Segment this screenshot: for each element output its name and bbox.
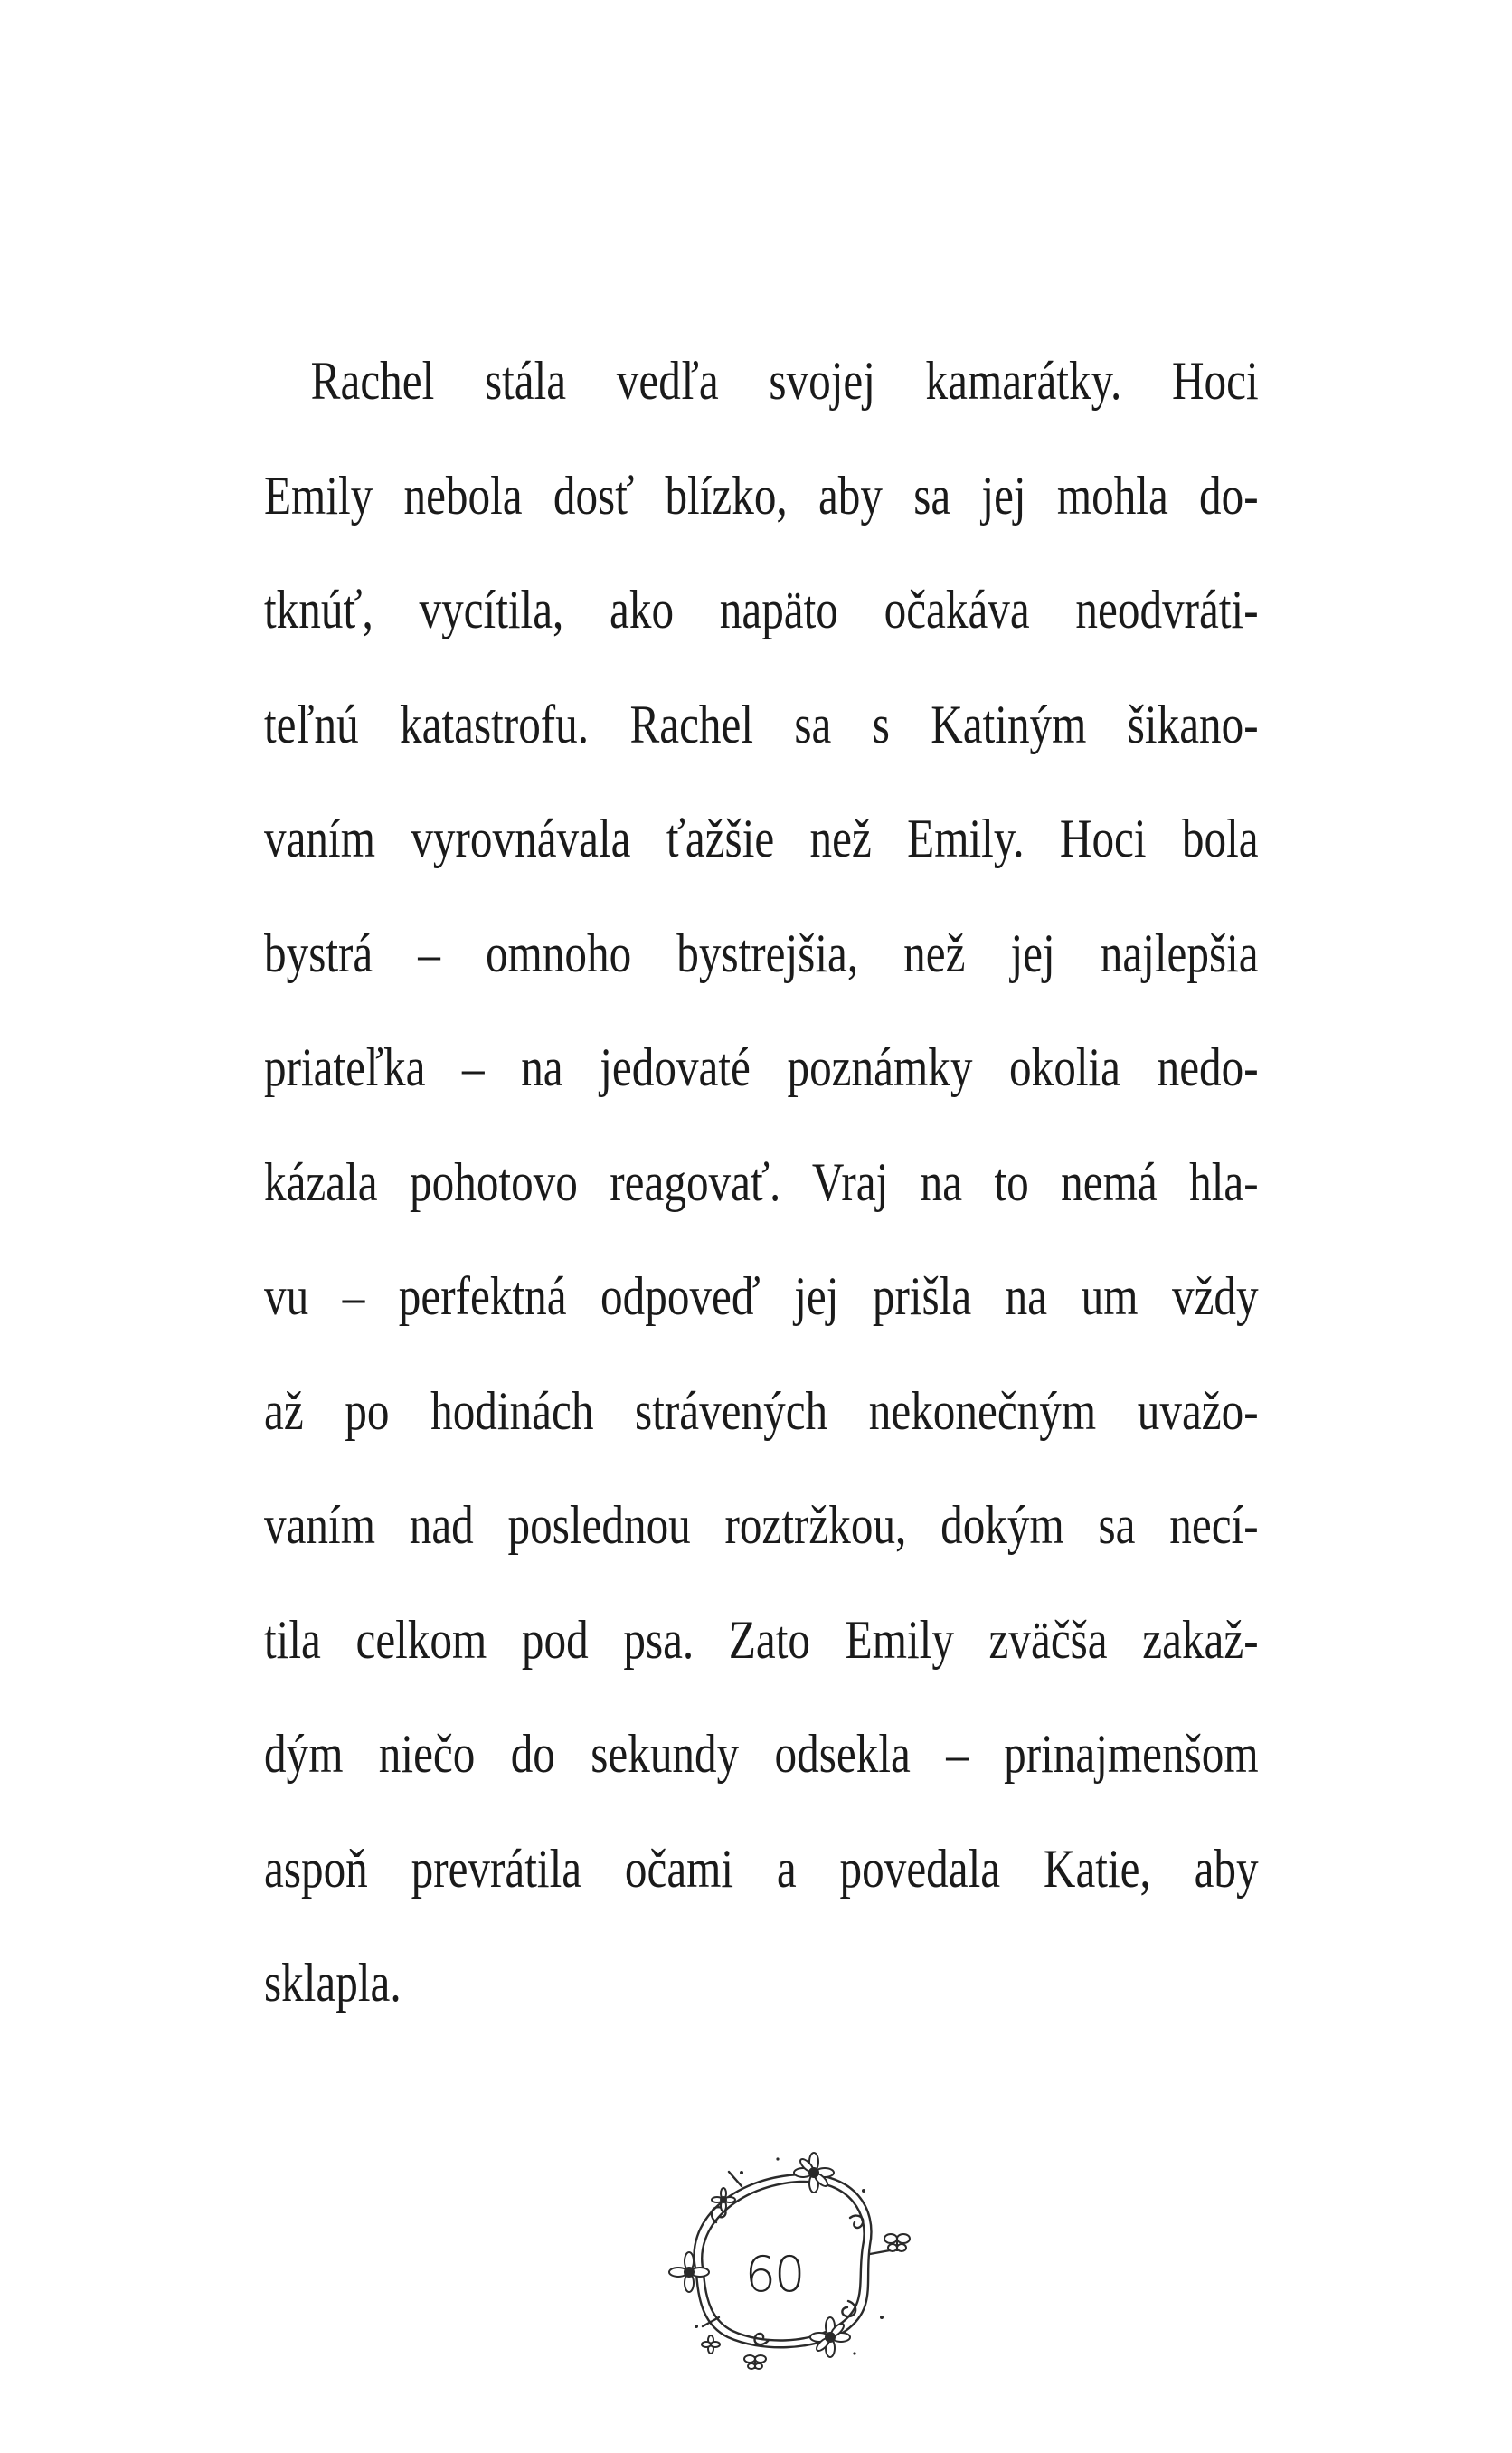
text-line: bystrá – omnoho bystrejšia, než jej najlepšia — [264, 923, 1259, 983]
text-line: vaním vyrovnávala ťažšie než Emily. Hoci bola — [264, 809, 1259, 868]
text-line: vaním nad poslednou roztržkou, dokým sa necí- — [264, 1495, 1259, 1555]
text-line: sklapla. — [264, 1953, 402, 2013]
text-line: Rachel stála vedľa svojej kamarátky. Hoci — [310, 351, 1259, 411]
body-paragraph — [264, 324, 1259, 2041]
text-line: až po hodinách strávených nekonečným uvažo- — [264, 1380, 1259, 1441]
text-line: tila celkom pod psa. Zato Emily zväčša zakaž- — [264, 1609, 1259, 1670]
text-line: Emily nebola dosť blízko, aby sa jej mohla do- — [264, 465, 1259, 526]
text-line: aspoň prevrátila očami a povedala Katie, aby — [264, 1838, 1259, 1899]
text-line: tknúť, vycítila, ako napäto očakáva neodvráti- — [264, 580, 1259, 639]
page-number: 60 — [744, 2245, 804, 2303]
text-line: kázala pohotovo reagovať. Vraj na to nemá hla- — [264, 1151, 1259, 1212]
text-line: priateľka – na jedovaté poznámky okolia nedo- — [264, 1037, 1259, 1097]
text-line: vu – perfektná odpoveď jej prišla na um vždy — [264, 1266, 1259, 1326]
text-line: teľnú katastrofu. Rachel sa s Katiným šikano- — [264, 694, 1259, 754]
page-number-ornament — [633, 2136, 922, 2372]
text-line: dým niečo do sekundy odsekla – prinajmenšom — [264, 1724, 1259, 1784]
